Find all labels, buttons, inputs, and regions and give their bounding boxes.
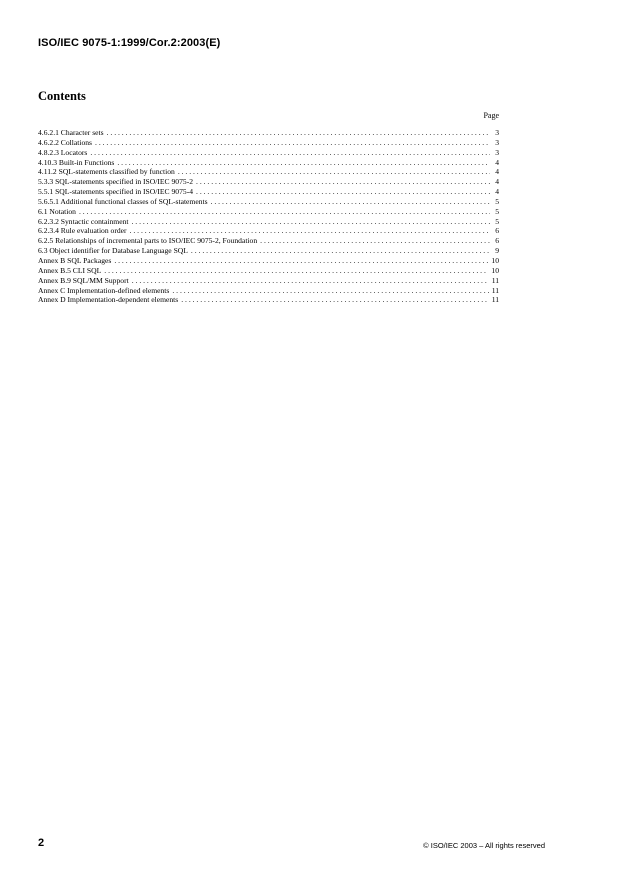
toc-entry-page: 5 (495, 196, 499, 206)
dot-leader (114, 256, 488, 266)
toc-entry-title: 6.3 Object identifier for Database Language SQL (38, 246, 188, 256)
toc-entry-title: Annex B SQL Packages (38, 255, 112, 265)
toc-entry[interactable] (38, 128, 499, 138)
toc-entry-title: Annex C Implementation-defined elements (38, 285, 170, 295)
toc-entry[interactable] (38, 236, 499, 246)
footer-copyright: © ISO/IEC 2003 – All rights reserved (423, 841, 545, 850)
table-of-contents (38, 128, 499, 305)
dot-leader (117, 158, 490, 168)
toc-entry[interactable] (38, 286, 499, 296)
toc-entry-page: 3 (495, 147, 499, 157)
toc-entry-page: 5 (495, 216, 499, 226)
toc-entry-page: 4 (495, 167, 499, 177)
toc-entry[interactable] (38, 167, 499, 177)
dot-leader (95, 138, 490, 148)
toc-entry-page: 10 (491, 265, 499, 275)
toc-entry[interactable] (38, 158, 499, 168)
toc-entry-title: 4.6.2.2 Collations (38, 137, 93, 147)
dot-leader (260, 236, 490, 246)
toc-entry[interactable] (38, 266, 499, 276)
toc-entry-page: 4 (495, 177, 499, 187)
dot-leader (211, 197, 490, 207)
contents-title: Contents (38, 89, 86, 103)
document-header: ISO/IEC 9075-1:1999/Cor.2:2003(E) (38, 37, 221, 49)
dot-leader (79, 207, 490, 217)
toc-entry[interactable] (38, 177, 499, 187)
toc-entry[interactable] (38, 226, 499, 236)
dot-leader (178, 167, 490, 177)
toc-entry-title: 5.5.1 SQL-statements specified in ISO/IEC 9075-4 (38, 187, 194, 197)
dot-leader (107, 128, 490, 138)
page-column-label: Page (483, 111, 499, 120)
toc-entry[interactable] (38, 256, 499, 266)
dot-leader (191, 246, 490, 256)
toc-entry[interactable] (38, 187, 499, 197)
toc-entry-title: 5.3.3 SQL-statements specified in ISO/IEC 9075-2 (38, 177, 194, 187)
toc-entry[interactable] (38, 148, 499, 158)
toc-entry[interactable] (38, 246, 499, 256)
toc-entry[interactable] (38, 217, 499, 227)
toc-entry-title: 4.6.2.1 Character sets (38, 128, 104, 137)
toc-entry-title: Annex D Implementation-dependent elements (38, 295, 179, 305)
toc-entry-page: 6 (495, 236, 499, 246)
toc-entry[interactable] (38, 276, 499, 286)
toc-entry-page: 4 (495, 157, 499, 167)
dot-leader (130, 226, 490, 236)
footer-page-number: 2 (38, 837, 45, 849)
toc-entry[interactable] (38, 197, 499, 207)
toc-entry-title: 5.6.5.1 Additional functional classes of SQL-statements (38, 196, 208, 206)
dot-leader (181, 295, 488, 305)
toc-entry-title: 6.1 Notation (38, 206, 76, 216)
toc-entry-page: 11 (491, 285, 499, 295)
toc-entry-page: 11 (491, 275, 499, 285)
dot-leader (196, 187, 490, 197)
toc-entry-title: 4.8.2.3 Locators (38, 147, 88, 157)
dot-leader (172, 286, 488, 296)
toc-entry-page: 10 (491, 255, 499, 265)
toc-entry-page: 4 (495, 187, 499, 197)
toc-entry-page: 11 (491, 295, 499, 305)
dot-leader (132, 276, 489, 286)
toc-entry-title: 4.10.3 Built-in Functions (38, 157, 115, 167)
toc-entry[interactable] (38, 295, 499, 305)
dot-leader (196, 177, 490, 187)
toc-entry-title: 4.11.2 SQL-statements classified by function (38, 167, 175, 177)
toc-entry-page: 3 (495, 137, 499, 147)
dot-leader (90, 148, 490, 158)
dot-leader (131, 217, 490, 227)
toc-entry[interactable] (38, 207, 499, 217)
toc-entry-title: Annex B.5 CLI SQL (38, 265, 102, 275)
toc-entry-title: 6.2.5 Relationships of incremental parts to ISO/IEC 9075-2, Foundation (38, 236, 258, 246)
toc-entry-title: Annex B.9 SQL/MM Support (38, 275, 129, 285)
toc-entry-title: 6.2.3.2 Syntactic containment (38, 216, 129, 226)
toc-entry-page: 6 (495, 226, 499, 236)
toc-entry-page: 3 (495, 128, 499, 137)
toc-entry-page: 9 (495, 246, 499, 256)
dot-leader (104, 266, 488, 276)
toc-entry-page: 5 (495, 206, 499, 216)
toc-entry[interactable] (38, 138, 499, 148)
toc-entry-title: 6.2.3.4 Rule evaluation order (38, 226, 127, 236)
